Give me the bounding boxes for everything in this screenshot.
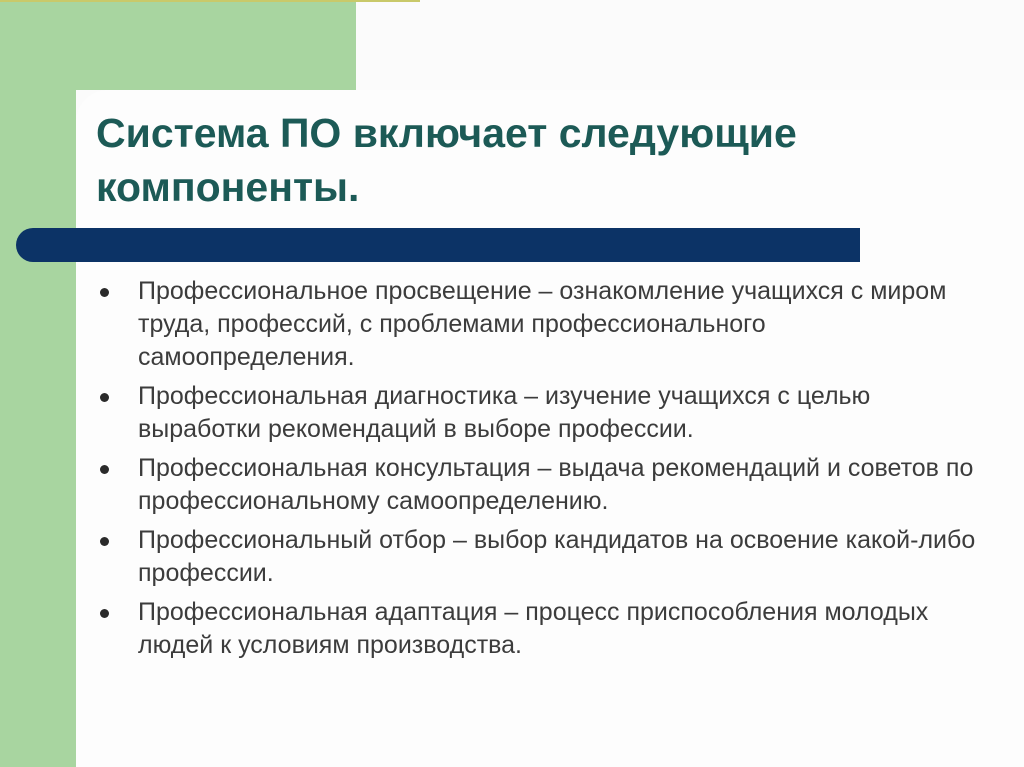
bullet-icon	[100, 609, 109, 618]
bullet-icon	[100, 393, 109, 402]
bullet-icon	[100, 465, 109, 474]
list-item	[96, 380, 976, 446]
list-item	[96, 596, 976, 662]
title-underline-bar	[16, 228, 860, 262]
list-item	[96, 524, 976, 590]
bullet-icon	[100, 288, 109, 297]
bullet-list	[96, 275, 976, 668]
bullet-icon	[100, 537, 109, 546]
bullet-text: Профессиональный отбор – выбор кандидатов на освоение какой-либо профессии.	[138, 526, 976, 587]
list-item	[96, 275, 976, 374]
bullet-text: Профессиональная адаптация – процесс приспособления молодых людей к условиям производства.	[138, 598, 929, 659]
slide-title: Система ПО включает следующие компоненты.	[96, 110, 797, 210]
list-item	[96, 452, 976, 518]
bullet-text: Профессиональная консультация – выдача рекомендаций и советов по профессиональному самоопределению.	[138, 454, 974, 515]
bullet-text: Профессиональная диагностика – изучение учащихся с целью выработки рекомендаций в выборе профессии.	[138, 382, 871, 443]
top-accent-line	[0, 0, 420, 2]
green-accent-left	[0, 0, 76, 767]
bullet-text: Профессиональное просвещение – ознакомление учащихся с миром труда, профессий, с проблемами профессионального самоопределения.	[138, 277, 947, 371]
